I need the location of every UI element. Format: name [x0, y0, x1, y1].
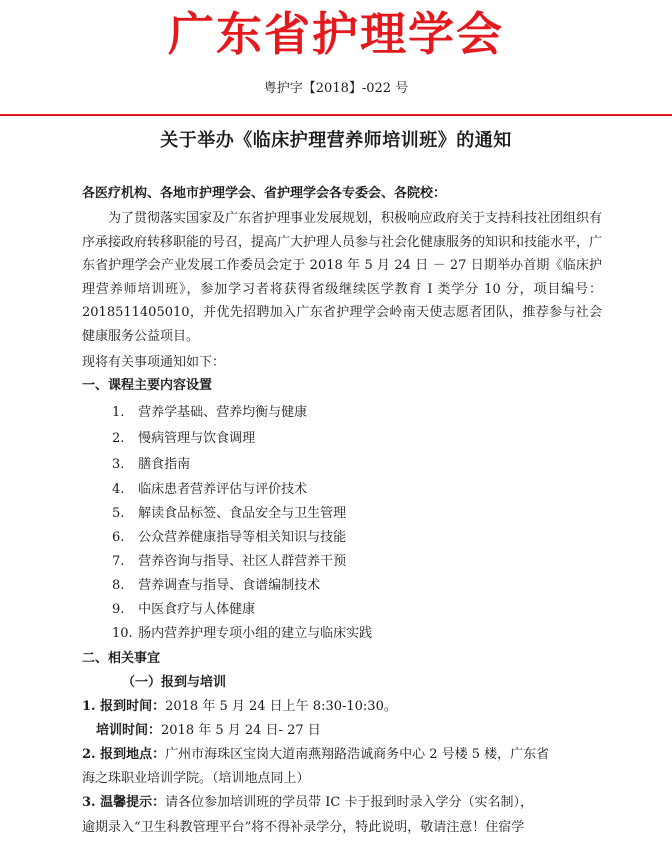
list-item-number: 3. — [112, 457, 125, 472]
list-item-text: 膳食指南 — [138, 457, 191, 472]
salutation: 各医疗机构、各地市护理学会、省护理学会各专委会、各院校： — [82, 186, 447, 201]
list-item — [112, 575, 320, 597]
list-item-number: 2. — [112, 431, 125, 446]
reminder-value: 请各位参加培训班的学员带 IC 卡于报到时录入学分（实名制）， — [165, 795, 533, 810]
list-item — [112, 527, 346, 549]
red-divider — [0, 114, 672, 116]
checkin-time-row — [82, 696, 397, 718]
subsection1-heading: （一）报到与培训 — [122, 675, 227, 690]
list-item — [112, 454, 190, 476]
list-item — [112, 428, 255, 450]
reminder-label: 3. 温馨提示： — [82, 795, 166, 810]
list-item — [112, 623, 372, 645]
checkin-location-value: 广州市海珠区宝岗大道南燕翔路浩诚商务中心 2 号楼 5 楼，广东省 — [165, 747, 550, 762]
list-item-text: 临床患者营养评估与评价技术 — [138, 482, 308, 497]
checkin-time-value: 2018 年 5 月 24 日上午 8:30-10:30。 — [165, 699, 397, 714]
list-item — [112, 402, 307, 424]
list-item — [112, 503, 346, 525]
notice-lead: 现将有关事项通知如下： — [82, 355, 226, 370]
list-item — [112, 479, 307, 501]
doc-number: 粤护字【2018】-022 号 — [263, 81, 409, 96]
list-item-text: 中医食疗与人体健康 — [138, 602, 256, 617]
list-item-number: 1. — [112, 405, 125, 420]
list-item-text: 营养学基础、营养均衡与健康 — [138, 405, 308, 420]
section1-heading: 一、课程主要内容设置 — [82, 378, 213, 393]
org-name-header: 广东省护理学会 — [168, 7, 504, 61]
checkin-time-label: 1. 报到时间： — [82, 699, 166, 714]
training-time-label: 培训时间： — [96, 723, 162, 738]
list-item-number: 9. — [112, 602, 125, 617]
list-item-number: 5. — [112, 506, 125, 521]
list-item — [112, 551, 346, 573]
section2-heading: 二、相关事宜 — [82, 651, 161, 666]
list-item — [112, 599, 255, 621]
list-item-text: 营养咨询与指导、社区人群营养干预 — [138, 554, 347, 569]
intro-paragraph: 为了贯彻落实国家及广东省护理事业发展规划，积极响应政府关于支持科技社团组织有序承接政府转移职能的号召，提高广大护理人员参与社会化健康服务的知识和技能水平，广东省护理学会产业发展工作委员会定于 2018 年 5 月 24 日 － 27 日期举办首期《临床护理营养师培训班》，参加学习者将获得省级继续医学教育 I 类学分 10 分，项目编号：2018511405010，并优先招聘加入广东省护理学会岭南天使志愿者团队，推荐参与社会健康服务公益项目。 — [82, 211, 603, 344]
list-item-text: 解读食品标签、食品安全与卫生管理 — [138, 506, 347, 521]
list-item-number: 6. — [112, 530, 125, 545]
list-item-text: 肠内营养护理专项小组的建立与临床实践 — [138, 626, 373, 641]
list-item-number: 8. — [112, 578, 125, 593]
list-item-text: 营养调查与指导、食谱编制技术 — [138, 578, 321, 593]
list-item-text: 公众营养健康指导等相关知识与技能 — [138, 530, 347, 545]
reminder-row — [82, 792, 533, 814]
list-item-text: 慢病管理与饮食调理 — [138, 431, 256, 446]
checkin-location-label: 2. 报到地点： — [82, 747, 166, 762]
list-item-number: 4. — [112, 482, 125, 497]
doc-title: 关于举办《临床护理营养师培训班》的通知 — [160, 130, 512, 151]
checkin-location-line2: 海之珠职业培训学院。（培训地点同上） — [82, 771, 310, 786]
training-time-row — [96, 720, 321, 742]
list-item-number: 10. — [112, 626, 133, 641]
list-item-number: 7. — [112, 554, 125, 569]
checkin-location-row — [82, 744, 549, 766]
reminder-line2: 逾期录入“卫生科教管理平台”将不得补录学分，特此说明，敬请注意！住宿学 — [82, 820, 525, 835]
training-time-value: 2018 年 5 月 24 日- 27 日 — [161, 723, 321, 738]
